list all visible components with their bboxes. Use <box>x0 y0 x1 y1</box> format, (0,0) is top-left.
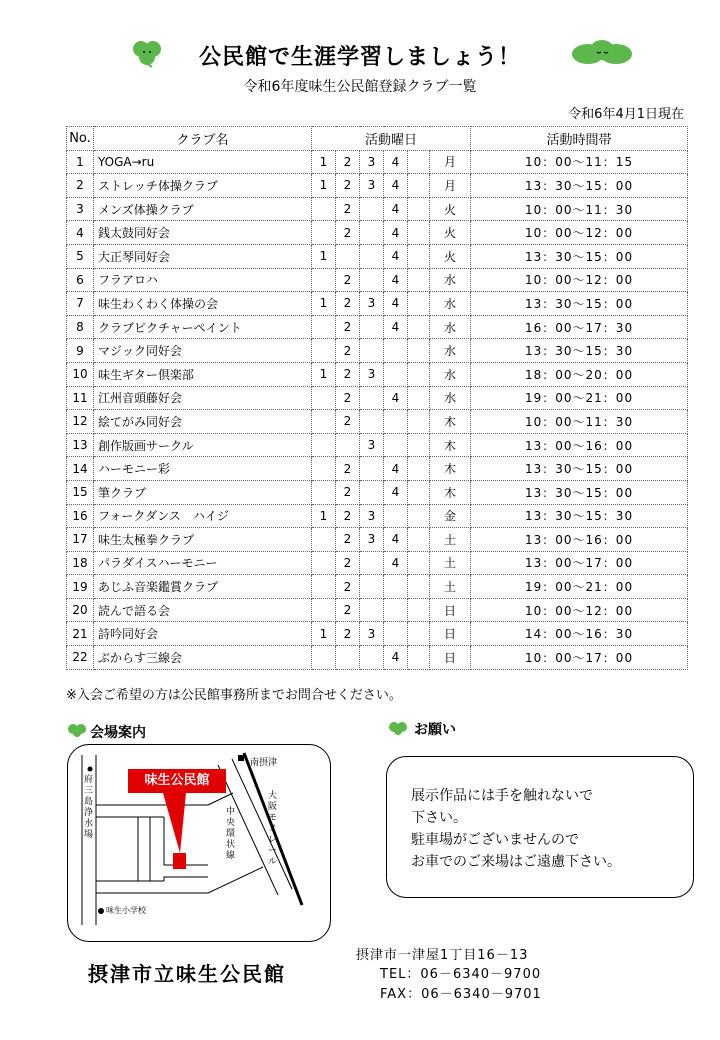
map-station-label: 南摂津 <box>250 758 278 768</box>
club-name: 読んで語る会 <box>94 598 312 622</box>
spacer-cell <box>408 221 430 245</box>
activity-week: 1 <box>312 504 336 528</box>
spacer-cell <box>408 504 430 528</box>
weekday: 木 <box>430 457 471 481</box>
activity-week: 4 <box>384 268 408 292</box>
activity-time: 13：00～16：00 <box>471 433 688 457</box>
request-box <box>386 756 694 898</box>
row-number: 5 <box>67 244 94 268</box>
table-row <box>67 150 688 174</box>
activity-time: 18：00～20：00 <box>471 362 688 386</box>
activity-time: 13：30～15：00 <box>471 174 688 198</box>
table-row <box>67 433 688 457</box>
activity-time: 10：00～11：30 <box>471 410 688 434</box>
request-line: 下さい。 <box>411 810 467 826</box>
activity-time: 14：00～16：30 <box>471 622 688 646</box>
activity-week <box>384 575 408 599</box>
row-number: 18 <box>67 551 94 575</box>
activity-week: 2 <box>336 339 360 363</box>
activity-time: 13：30～15：00 <box>471 244 688 268</box>
activity-week <box>360 221 384 245</box>
club-name: メンズ体操クラブ <box>94 197 312 221</box>
activity-week: 2 <box>336 150 360 174</box>
club-name: パラダイスハーモニー <box>94 551 312 575</box>
weekday: 日 <box>430 598 471 622</box>
club-name: 江州音頭藤好会 <box>94 386 312 410</box>
clover-icon <box>388 720 408 736</box>
venue-heading: 会場案内 <box>90 725 146 741</box>
table-row <box>67 339 688 363</box>
page-subtitle: 令和6年度味生公民館登録クラブ一覧 <box>243 79 477 95</box>
spacer-cell <box>408 480 430 504</box>
table-row <box>67 575 688 599</box>
table-row <box>67 646 688 670</box>
spacer-cell <box>408 433 430 457</box>
spacer-cell <box>408 244 430 268</box>
club-name: YOGA→ru <box>94 150 312 174</box>
club-name: 創作版画サークル <box>94 433 312 457</box>
spacer-cell <box>408 150 430 174</box>
activity-week <box>312 457 336 481</box>
fax: FAX：06－6340－9701 <box>380 987 542 1002</box>
activity-week <box>384 339 408 363</box>
activity-week: 2 <box>336 457 360 481</box>
activity-week: 2 <box>336 197 360 221</box>
activity-week: 1 <box>312 244 336 268</box>
activity-week <box>384 622 408 646</box>
activity-time: 19：00～21：00 <box>471 386 688 410</box>
activity-time: 16：00～17：30 <box>471 315 688 339</box>
activity-week <box>360 386 384 410</box>
club-name: 銭太鼓同好会 <box>94 221 312 245</box>
activity-week <box>360 598 384 622</box>
activity-week <box>360 197 384 221</box>
row-number: 8 <box>67 315 94 339</box>
activity-week: 1 <box>312 292 336 316</box>
activity-week <box>312 197 336 221</box>
activity-week: 1 <box>312 622 336 646</box>
weekday: 月 <box>430 150 471 174</box>
spacer-cell <box>408 174 430 198</box>
spacer-cell <box>408 339 430 363</box>
venue-map <box>67 744 331 942</box>
clover-icon <box>67 722 87 738</box>
map-monorail-label: 大阪モノレール <box>268 791 278 867</box>
club-name: クラブピクチャーペイント <box>94 315 312 339</box>
map-center-label: 味生公民館 <box>128 769 226 793</box>
activity-week: 2 <box>336 268 360 292</box>
activity-week: 2 <box>336 504 360 528</box>
weekday: 土 <box>430 575 471 599</box>
spacer-cell <box>408 646 430 670</box>
activity-week: 4 <box>384 174 408 198</box>
row-number: 2 <box>67 174 94 198</box>
row-number: 21 <box>67 622 94 646</box>
weekday: 木 <box>430 433 471 457</box>
weekday: 月 <box>430 174 471 198</box>
activity-week <box>360 339 384 363</box>
map-water-plant-label: 府三島浄水場 <box>84 775 94 840</box>
activity-week <box>312 410 336 434</box>
activity-week: 1 <box>312 174 336 198</box>
club-name: マジック同好会 <box>94 339 312 363</box>
activity-week: 2 <box>336 528 360 552</box>
activity-time: 13：30～15：00 <box>471 292 688 316</box>
activity-time: 10：00～12：00 <box>471 598 688 622</box>
club-rows <box>67 150 688 669</box>
club-name: 詩吟同好会 <box>94 622 312 646</box>
activity-week: 1 <box>312 362 336 386</box>
row-number: 11 <box>67 386 94 410</box>
club-name: フォークダンス ハイジ <box>94 504 312 528</box>
weekday: 水 <box>430 386 471 410</box>
weekday: 火 <box>430 197 471 221</box>
table-row <box>67 598 688 622</box>
weekday: 土 <box>430 551 471 575</box>
club-name: 絵てがみ同好会 <box>94 410 312 434</box>
activity-week <box>336 433 360 457</box>
header-name: クラブ名 <box>94 127 312 151</box>
activity-time: 10：00～12：00 <box>471 221 688 245</box>
activity-week: 3 <box>360 622 384 646</box>
header-days: 活動曜日 <box>312 127 471 151</box>
tel: TEL：06－6340－9700 <box>380 967 542 982</box>
club-name: 味生わくわく体操の会 <box>94 292 312 316</box>
row-number: 22 <box>67 646 94 670</box>
club-name: ぶからす三線会 <box>94 646 312 670</box>
weekday: 水 <box>430 268 471 292</box>
request-line: 展示作品には手を触れないで <box>411 788 593 804</box>
activity-week <box>384 504 408 528</box>
activity-week: 4 <box>384 244 408 268</box>
request-lines <box>411 785 621 873</box>
activity-time: 19：00～21：00 <box>471 575 688 599</box>
weekday: 金 <box>430 504 471 528</box>
table-row <box>67 244 688 268</box>
activity-week: 2 <box>336 174 360 198</box>
row-number: 17 <box>67 528 94 552</box>
activity-week: 3 <box>360 362 384 386</box>
header-time: 活動時間帯 <box>471 127 688 151</box>
spacer-cell <box>408 457 430 481</box>
activity-week <box>384 362 408 386</box>
weekday: 木 <box>430 480 471 504</box>
row-number: 7 <box>67 292 94 316</box>
activity-week: 2 <box>336 292 360 316</box>
spacer-cell <box>408 622 430 646</box>
activity-week <box>384 433 408 457</box>
spacer-cell <box>408 315 430 339</box>
activity-week <box>360 268 384 292</box>
activity-time: 13：30～15：30 <box>471 504 688 528</box>
activity-time: 13：30～15：00 <box>471 457 688 481</box>
table-row <box>67 221 688 245</box>
activity-week: 4 <box>384 480 408 504</box>
weekday: 水 <box>430 292 471 316</box>
spacer-cell <box>408 268 430 292</box>
table-row <box>67 457 688 481</box>
activity-week: 4 <box>384 528 408 552</box>
activity-week <box>312 551 336 575</box>
activity-week: 2 <box>336 551 360 575</box>
weekday: 木 <box>430 410 471 434</box>
weekday: 水 <box>430 339 471 363</box>
inquiry-note: ※入会ご希望の方は公民館事務所までお問合せください。 <box>66 688 402 703</box>
table-row <box>67 480 688 504</box>
activity-week: 4 <box>384 221 408 245</box>
club-name: 味生太極拳クラブ <box>94 528 312 552</box>
weekday: 土 <box>430 528 471 552</box>
row-number: 14 <box>67 457 94 481</box>
activity-week: 4 <box>384 197 408 221</box>
request-line: 駐車場がございませんので <box>411 832 579 848</box>
activity-week <box>312 315 336 339</box>
activity-week: 4 <box>384 315 408 339</box>
row-number: 16 <box>67 504 94 528</box>
table-row <box>67 386 688 410</box>
club-name: 味生ギター倶楽部 <box>94 362 312 386</box>
request-line: お車でのご来場はご遠慮下さい。 <box>411 854 621 870</box>
table-row <box>67 410 688 434</box>
activity-week: 4 <box>384 292 408 316</box>
activity-week: 3 <box>360 150 384 174</box>
weekday: 水 <box>430 362 471 386</box>
activity-time: 10：00～11：15 <box>471 150 688 174</box>
activity-week: 3 <box>360 504 384 528</box>
row-number: 12 <box>67 410 94 434</box>
spacer-cell <box>408 410 430 434</box>
activity-week: 2 <box>336 598 360 622</box>
spacer-cell <box>408 598 430 622</box>
activity-week <box>312 221 336 245</box>
activity-time: 13：00～16：00 <box>471 528 688 552</box>
activity-week <box>360 244 384 268</box>
table-row <box>67 622 688 646</box>
spacer-cell <box>408 197 430 221</box>
activity-time: 10：00～17：00 <box>471 646 688 670</box>
activity-week: 2 <box>336 362 360 386</box>
row-number: 3 <box>67 197 94 221</box>
activity-week: 1 <box>312 150 336 174</box>
club-name: ハーモニー彩 <box>94 457 312 481</box>
activity-week: 4 <box>384 457 408 481</box>
row-number: 20 <box>67 598 94 622</box>
activity-week <box>312 339 336 363</box>
activity-week <box>360 646 384 670</box>
activity-week <box>360 315 384 339</box>
table-row <box>67 174 688 198</box>
activity-week <box>312 646 336 670</box>
spacer-cell <box>408 362 430 386</box>
club-name: あじふ音楽鑑賞クラブ <box>94 575 312 599</box>
weekday: 水 <box>430 315 471 339</box>
activity-week: 2 <box>336 480 360 504</box>
activity-week: 2 <box>336 410 360 434</box>
map-road-label: 中央環状線 <box>226 807 236 861</box>
table-row <box>67 362 688 386</box>
activity-week <box>360 457 384 481</box>
table-row <box>67 315 688 339</box>
club-name: 大正琴同好会 <box>94 244 312 268</box>
table-row <box>67 551 688 575</box>
weekday: 日 <box>430 622 471 646</box>
club-name: 筆クラブ <box>94 480 312 504</box>
header-no: No. <box>67 127 94 151</box>
table-row <box>67 504 688 528</box>
activity-week <box>312 598 336 622</box>
activity-time: 13：30～15：00 <box>471 480 688 504</box>
row-number: 1 <box>67 150 94 174</box>
activity-time: 13：00～17：00 <box>471 551 688 575</box>
row-number: 4 <box>67 221 94 245</box>
as-of-date: 令和6年4月1日現在 <box>568 107 684 122</box>
spacer-cell <box>408 292 430 316</box>
activity-week <box>312 268 336 292</box>
activity-week: 3 <box>360 433 384 457</box>
activity-week <box>312 386 336 410</box>
address: 摂津市一津屋1丁目16－13 <box>356 948 529 963</box>
row-number: 10 <box>67 362 94 386</box>
club-name: フラアロハ <box>94 268 312 292</box>
activity-week <box>360 480 384 504</box>
activity-week: 4 <box>384 386 408 410</box>
row-number: 9 <box>67 339 94 363</box>
activity-week: 2 <box>336 386 360 410</box>
activity-week <box>360 575 384 599</box>
table-header-row <box>67 127 688 151</box>
row-number: 19 <box>67 575 94 599</box>
activity-week: 4 <box>384 551 408 575</box>
weekday: 火 <box>430 221 471 245</box>
weekday: 日 <box>430 646 471 670</box>
activity-week <box>360 410 384 434</box>
club-table <box>66 126 688 670</box>
activity-week <box>384 410 408 434</box>
table-row <box>67 268 688 292</box>
map-school-label: 味生小学校 <box>106 906 146 915</box>
weekday: 火 <box>430 244 471 268</box>
activity-week: 2 <box>336 575 360 599</box>
row-number: 15 <box>67 480 94 504</box>
row-number: 6 <box>67 268 94 292</box>
activity-time: 10：00～11：30 <box>471 197 688 221</box>
activity-week <box>312 433 336 457</box>
spacer-cell <box>408 386 430 410</box>
page-title: 公民館で生涯学習しましょう！ <box>198 45 521 70</box>
activity-week: 4 <box>384 150 408 174</box>
spacer-cell <box>408 528 430 552</box>
activity-week <box>384 598 408 622</box>
activity-week: 2 <box>336 622 360 646</box>
activity-week <box>312 480 336 504</box>
request-heading: お願い <box>414 722 456 738</box>
activity-week <box>336 646 360 670</box>
activity-week: 3 <box>360 292 384 316</box>
club-name: ストレッチ体操クラブ <box>94 174 312 198</box>
activity-week: 3 <box>360 174 384 198</box>
table-row <box>67 197 688 221</box>
table-row <box>67 292 688 316</box>
activity-week: 2 <box>336 221 360 245</box>
spacer-cell <box>408 551 430 575</box>
row-number: 13 <box>67 433 94 457</box>
activity-week <box>312 575 336 599</box>
activity-week <box>360 551 384 575</box>
activity-time: 13：30～15：30 <box>471 339 688 363</box>
activity-week <box>336 244 360 268</box>
activity-week <box>312 528 336 552</box>
activity-week: 3 <box>360 528 384 552</box>
spacer-cell <box>408 575 430 599</box>
center-name: 摂津市立味生公民館 <box>88 962 286 986</box>
activity-time: 10：00～12：00 <box>471 268 688 292</box>
activity-week: 4 <box>384 646 408 670</box>
activity-week: 2 <box>336 315 360 339</box>
table-row <box>67 528 688 552</box>
